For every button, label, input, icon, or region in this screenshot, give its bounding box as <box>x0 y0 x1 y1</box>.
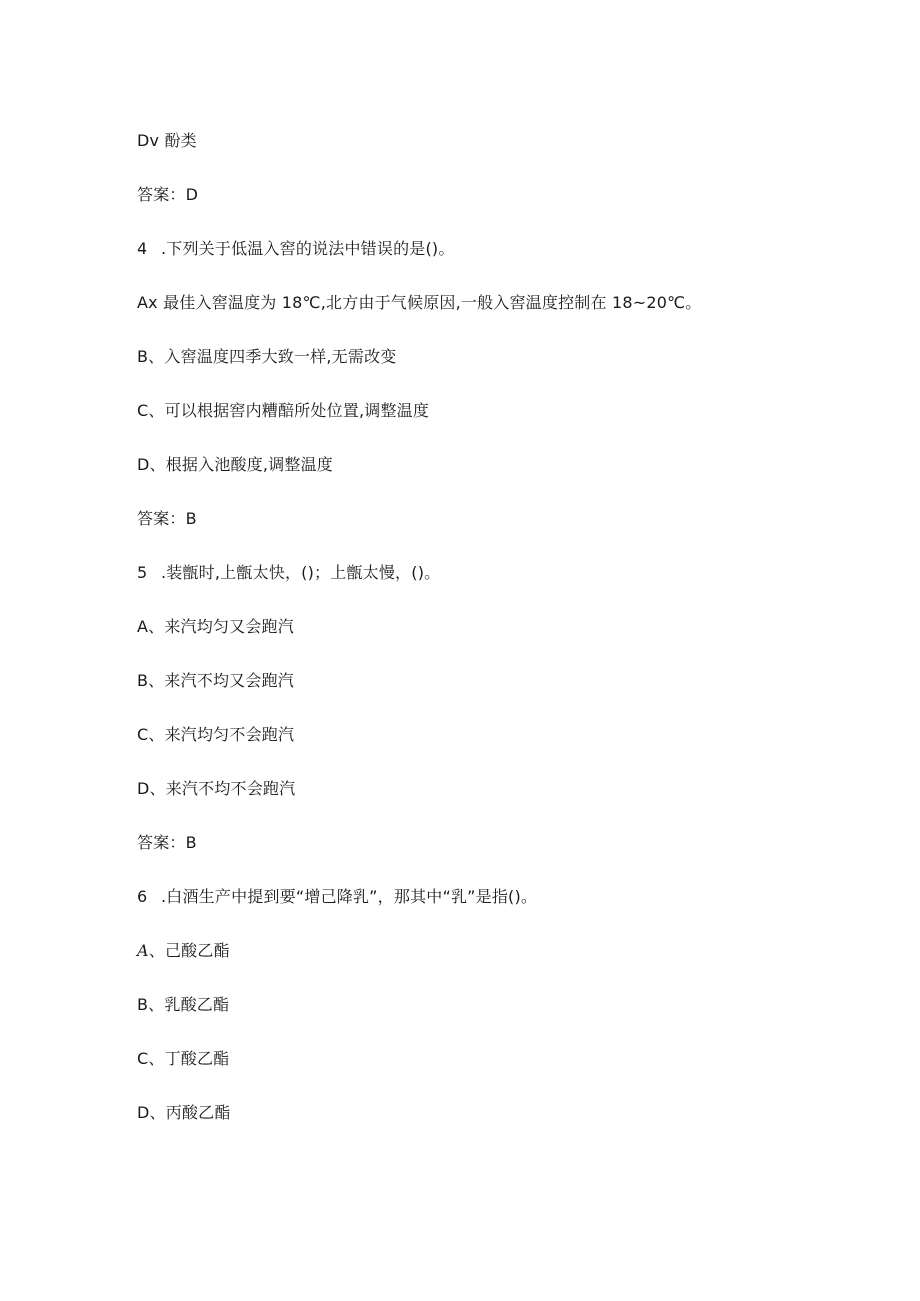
option-text: 、己酸乙酯 <box>148 941 230 960</box>
q4-option-d: D、根据入池酸度,调整温度 <box>137 455 334 474</box>
q5-option-a: A、来汽均匀又会跑汽 <box>137 617 294 636</box>
q5-option-b: B、来汽不均又会跑汽 <box>137 671 294 690</box>
q5-option-c: C、来汽均匀不会跑汽 <box>137 725 295 744</box>
q6-option-b: B、乳酸乙酯 <box>137 995 230 1014</box>
question-text: .白酒生产中提到要“增己降乳”，那其中“乳”是指()。 <box>161 887 538 906</box>
question-number: 4 <box>137 239 148 258</box>
question-4 <box>137 239 455 259</box>
q5-answer: 答案：B <box>137 833 197 852</box>
option-d-prev: Dv 酚类 <box>137 131 197 150</box>
q4-option-a: Ax 最佳入窖温度为 18℃,北方由于气候原因,一般入窖温度控制在 18~20℃。 <box>137 293 702 312</box>
q4-answer: 答案：B <box>137 509 197 528</box>
question-6 <box>137 887 537 907</box>
answer-prev: 答案：D <box>137 185 199 204</box>
question-text: .装甑时,上甑太快，()；上甑太慢，()。 <box>161 563 441 582</box>
q5-option-d: D、来汽不均不会跑汽 <box>137 779 296 798</box>
q6-option-a <box>137 941 230 961</box>
q6-option-d: D、丙酸乙酯 <box>137 1103 231 1122</box>
q4-option-c: C、可以根据窖内糟醅所处位置,调整温度 <box>137 401 430 420</box>
question-5 <box>137 563 440 583</box>
question-text: .下列关于低温入窖的说法中错误的是()。 <box>161 239 455 258</box>
q6-option-c: C、丁酸乙酯 <box>137 1049 230 1068</box>
q4-option-b: B、入窖温度四季大致一样,无需改变 <box>137 347 397 366</box>
option-letter: A <box>137 941 149 960</box>
question-number: 5 <box>137 563 148 582</box>
question-number: 6 <box>137 887 148 906</box>
